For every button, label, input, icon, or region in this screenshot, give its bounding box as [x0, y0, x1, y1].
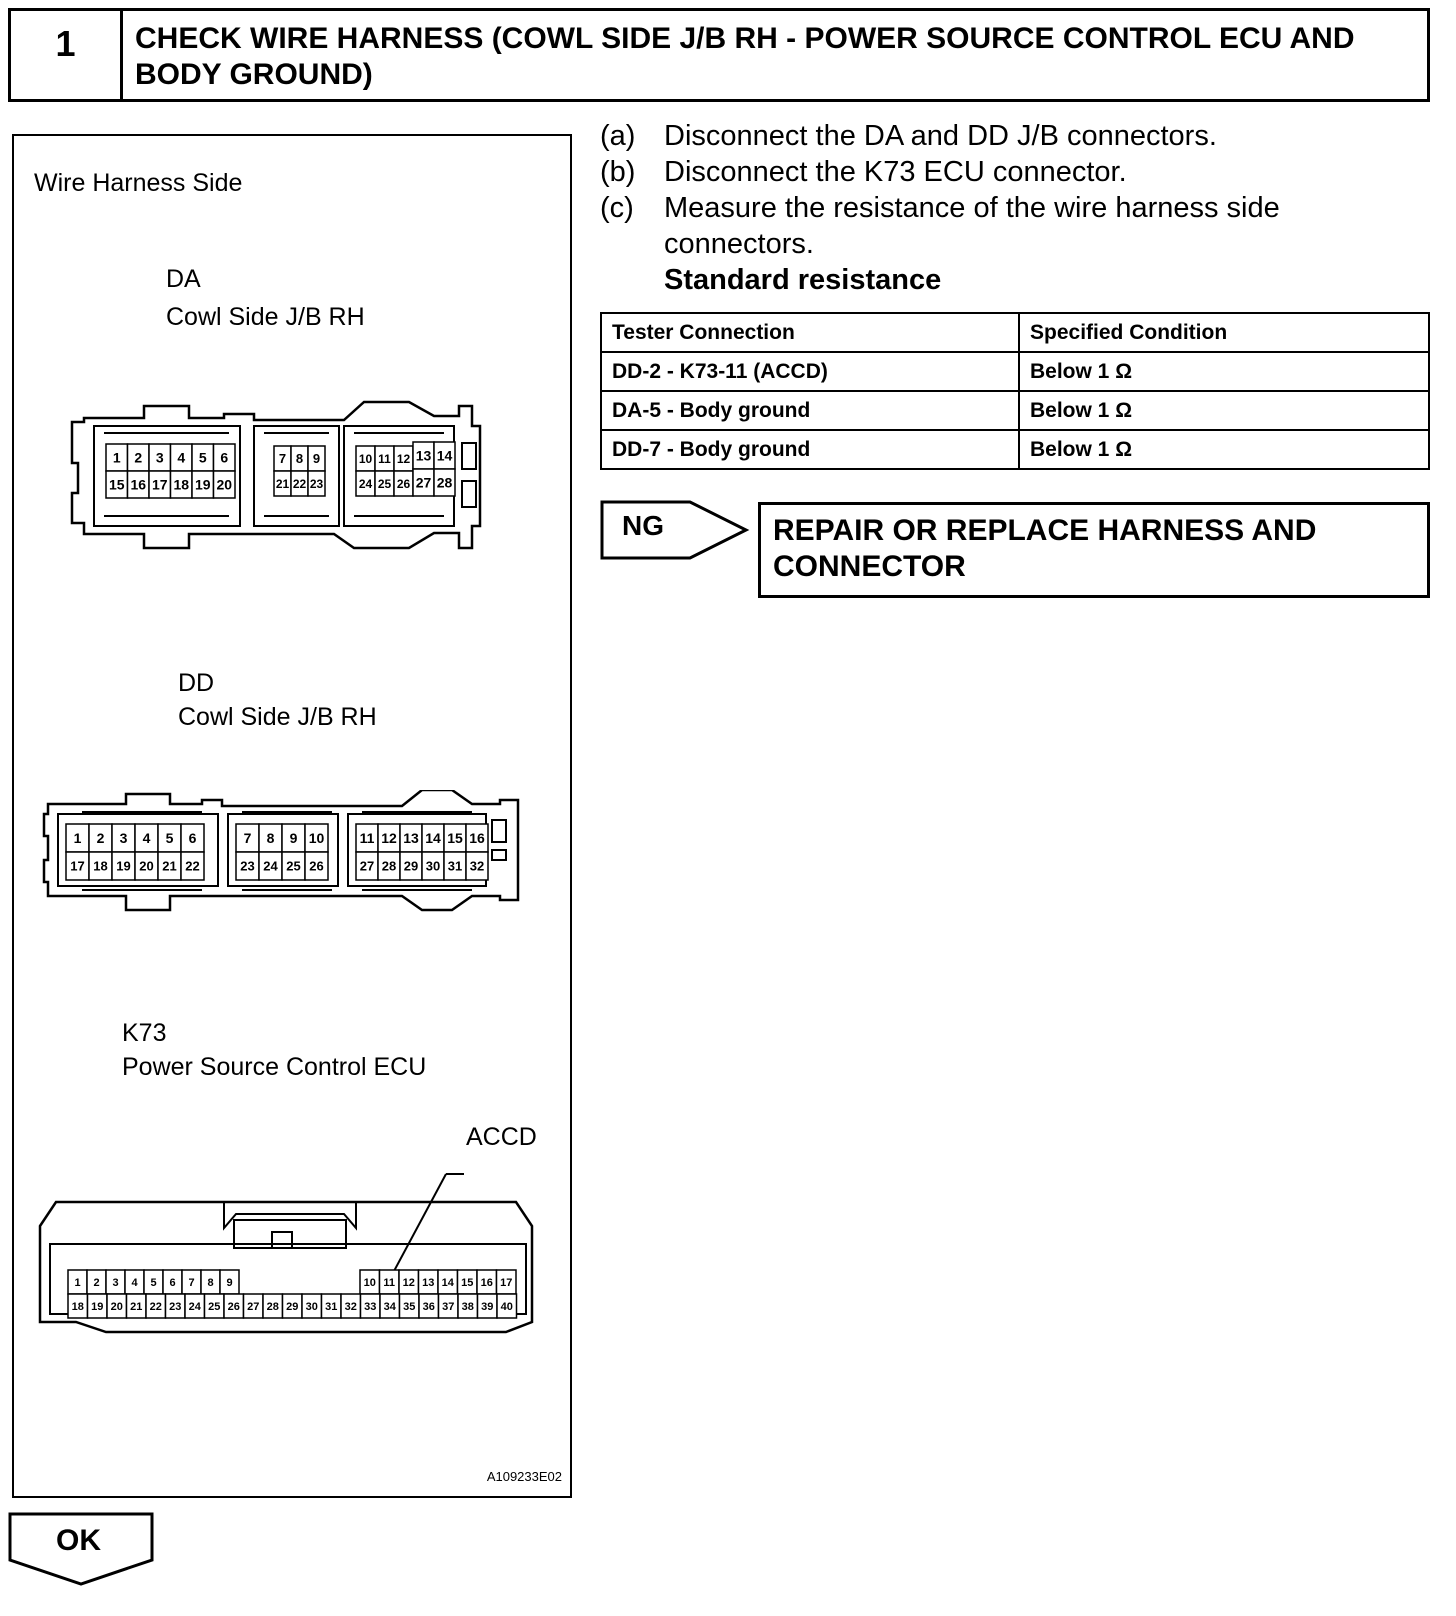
dd-pin-label: 27 [359, 858, 375, 874]
table-cell: Below 1 Ω [1019, 352, 1429, 391]
k73-pin-label: 40 [500, 1300, 513, 1313]
da-pin-label: 2 [134, 449, 143, 466]
k73-pin-label: 20 [110, 1300, 123, 1313]
da-pin-label: 26 [396, 476, 411, 491]
k73-pin-label: 18 [71, 1300, 84, 1313]
accd-callout-label: ACCD [466, 1123, 537, 1151]
dd-pin-label: 11 [359, 830, 375, 847]
dd-pin-label: 7 [243, 830, 252, 847]
dd-pin-label: 30 [425, 858, 441, 874]
dd-pin-label: 4 [142, 830, 151, 847]
da-pin-label: 22 [292, 476, 307, 491]
da-pin-label: 23 [309, 476, 324, 491]
table-row [601, 430, 1429, 469]
dd-pin-label: 23 [240, 858, 255, 874]
instruction-b [600, 154, 1420, 194]
da-connector-code: DA [166, 265, 201, 293]
instruction-text: Disconnect the K73 ECU connector. [664, 156, 1127, 188]
da-pin-label: 13 [415, 447, 432, 464]
k73-pin-label: 31 [325, 1300, 338, 1313]
spec-table [600, 312, 1430, 470]
da-pin-label: 27 [415, 474, 432, 491]
da-pin-label: 7 [278, 451, 287, 467]
da-pin-label: 4 [177, 449, 186, 466]
table-cell: DD-2 - K73-11 (ACCD) [601, 352, 1019, 391]
da-pin-label: 21 [275, 476, 290, 491]
dd-pin-label: 22 [185, 858, 200, 874]
k73-pin-label: 6 [169, 1276, 176, 1289]
da-pin-label: 10 [358, 451, 373, 466]
dd-pin-label: 12 [381, 830, 397, 847]
instruction-a [600, 118, 1420, 158]
k73-pin-label: 29 [286, 1300, 299, 1313]
k73-pin-label: 30 [305, 1300, 318, 1313]
k73-pin-label: 13 [422, 1276, 435, 1289]
instruction-label: (a) [600, 120, 636, 152]
k73-pin-label: 16 [480, 1276, 493, 1289]
dd-pin-label: 26 [309, 858, 324, 874]
table-row [601, 352, 1429, 391]
dd-pin-label: 16 [469, 830, 485, 847]
k73-pin-label: 5 [150, 1276, 157, 1289]
dd-pin-label: 32 [469, 858, 485, 874]
instruction-label: (b) [600, 156, 636, 188]
da-pin-label: 5 [198, 449, 207, 466]
k73-pin-label: 2 [93, 1276, 100, 1289]
da-pin-label: 15 [108, 476, 125, 493]
k73-pin-label: 33 [364, 1300, 377, 1313]
dd-pin-label: 28 [381, 858, 397, 874]
k73-pin-label: 25 [208, 1300, 221, 1313]
da-pin-label: 19 [194, 476, 211, 493]
k73-pin-label: 14 [441, 1276, 454, 1289]
dd-pin-label: 13 [403, 830, 419, 847]
view-label: Wire Harness Side [34, 169, 243, 197]
table-cell: DD-7 - Body ground [601, 430, 1019, 469]
dd-pin-label: 20 [139, 858, 154, 874]
k73-pin-label: 12 [402, 1276, 415, 1289]
table-cell: Below 1 Ω [1019, 430, 1429, 469]
instruction-text: Disconnect the DA and DD J/B connectors. [664, 120, 1217, 152]
k73-pin-label: 34 [383, 1300, 396, 1313]
da-pin-label: 18 [173, 476, 190, 493]
dd-pin-label: 1 [73, 830, 82, 847]
k73-pin-label: 1 [74, 1276, 81, 1289]
dd-pin-label: 5 [165, 830, 174, 847]
k73-pin-label: 17 [500, 1276, 513, 1289]
dd-connector-code: DD [178, 669, 215, 697]
instruction-text-cont: connectors. [664, 228, 814, 260]
dd-pin-label: 9 [289, 830, 298, 847]
dd-pin-label: 14 [425, 830, 441, 847]
da-pin-label: 3 [155, 449, 164, 466]
k73-pin-label: 36 [422, 1300, 435, 1313]
k73-pin-label: 28 [266, 1300, 279, 1313]
k73-pin-label: 19 [91, 1300, 104, 1313]
table-header: Specified Condition [1019, 313, 1429, 352]
k73-pin-label: 7 [188, 1276, 195, 1289]
da-pin-label: 9 [312, 451, 321, 467]
da-pin-label: 25 [377, 476, 392, 491]
dd-pin-label: 2 [96, 830, 105, 847]
da-pin-label: 16 [130, 476, 147, 493]
instruction-c [600, 190, 1420, 266]
k73-pin-label: 26 [227, 1300, 240, 1313]
k73-pin-label: 22 [149, 1300, 162, 1313]
ng-action-box: REPAIR OR REPLACE HARNESS AND CONNECTOR [758, 502, 1430, 598]
step-number: 1 [11, 11, 123, 99]
k73-pin-label: 9 [226, 1276, 233, 1289]
dd-pin-label: 8 [266, 830, 275, 847]
da-pin-label: 8 [295, 451, 304, 467]
k73-pin-label: 4 [131, 1276, 138, 1289]
k73-pin-label: 27 [247, 1300, 260, 1313]
da-pin-label: 1 [112, 449, 121, 466]
dd-pin-label: 17 [70, 858, 85, 874]
dd-pin-label: 25 [286, 858, 301, 874]
da-pin-label: 6 [220, 449, 229, 466]
da-pin-label: 24 [358, 476, 373, 491]
dd-pin-label: 31 [447, 858, 463, 874]
instruction-label: (c) [600, 192, 634, 224]
step-header [8, 8, 1430, 102]
dd-pin-label: 3 [119, 830, 128, 847]
k73-pin-label: 35 [403, 1300, 416, 1313]
table-cell: Below 1 Ω [1019, 391, 1429, 430]
table-header-row [601, 313, 1429, 352]
da-pin-label: 20 [216, 476, 233, 493]
da-connector-name: Cowl Side J/B RH [166, 303, 365, 331]
instruction-text: Measure the resistance of the wire harness side [664, 192, 1280, 224]
k73-pin-label: 11 [383, 1276, 396, 1289]
k73-pin-label: 3 [112, 1276, 119, 1289]
dd-connector-drawing [42, 790, 552, 940]
da-pin-label: 17 [151, 476, 168, 493]
da-pin-label: 14 [436, 447, 453, 464]
k73-pin-label: 8 [207, 1276, 214, 1289]
dd-pin-label: 15 [447, 830, 463, 847]
k73-pin-label: 23 [169, 1300, 182, 1313]
dd-pin-label: 21 [162, 858, 177, 874]
k73-pin-label: 37 [442, 1300, 455, 1313]
da-pin-label: 11 [378, 451, 391, 466]
standard-resistance-label: Standard resistance [664, 264, 942, 296]
k73-pin-label: 10 [363, 1276, 376, 1289]
k73-pin-label: 24 [188, 1300, 201, 1313]
k73-connector-drawing [36, 1162, 556, 1362]
da-connector-drawing [54, 398, 524, 568]
dd-pin-label: 29 [403, 858, 419, 874]
k73-pin-label: 21 [130, 1300, 143, 1313]
table-row [601, 391, 1429, 430]
k73-pin-label: 39 [481, 1300, 494, 1313]
k73-connector-name: Power Source Control ECU [122, 1053, 427, 1081]
step-title: CHECK WIRE HARNESS (COWL SIDE J/B RH - POWER SOURCE CONTROL ECU AND BODY GROUND) [135, 22, 1355, 91]
dd-pin-label: 6 [188, 830, 197, 847]
connector-figure [12, 134, 572, 1498]
k73-pin-label: 38 [461, 1300, 474, 1313]
da-pin-label: 28 [436, 474, 453, 491]
figure-id: A109233E02 [486, 1469, 562, 1484]
dd-pin-label: 18 [93, 858, 108, 874]
table-header: Tester Connection [601, 313, 1019, 352]
dd-connector-name: Cowl Side J/B RH [178, 703, 377, 731]
dd-pin-label: 19 [116, 858, 131, 874]
k73-pin-label: 15 [461, 1276, 474, 1289]
da-pin-label: 12 [396, 451, 411, 466]
ok-label: OK [56, 1524, 101, 1557]
k73-pin-label: 32 [344, 1300, 357, 1313]
dd-pin-label: 10 [308, 830, 325, 847]
ng-label: NG [622, 510, 664, 541]
table-cell: DA-5 - Body ground [601, 391, 1019, 430]
k73-connector-code: K73 [122, 1019, 167, 1047]
dd-pin-label: 24 [263, 858, 278, 874]
